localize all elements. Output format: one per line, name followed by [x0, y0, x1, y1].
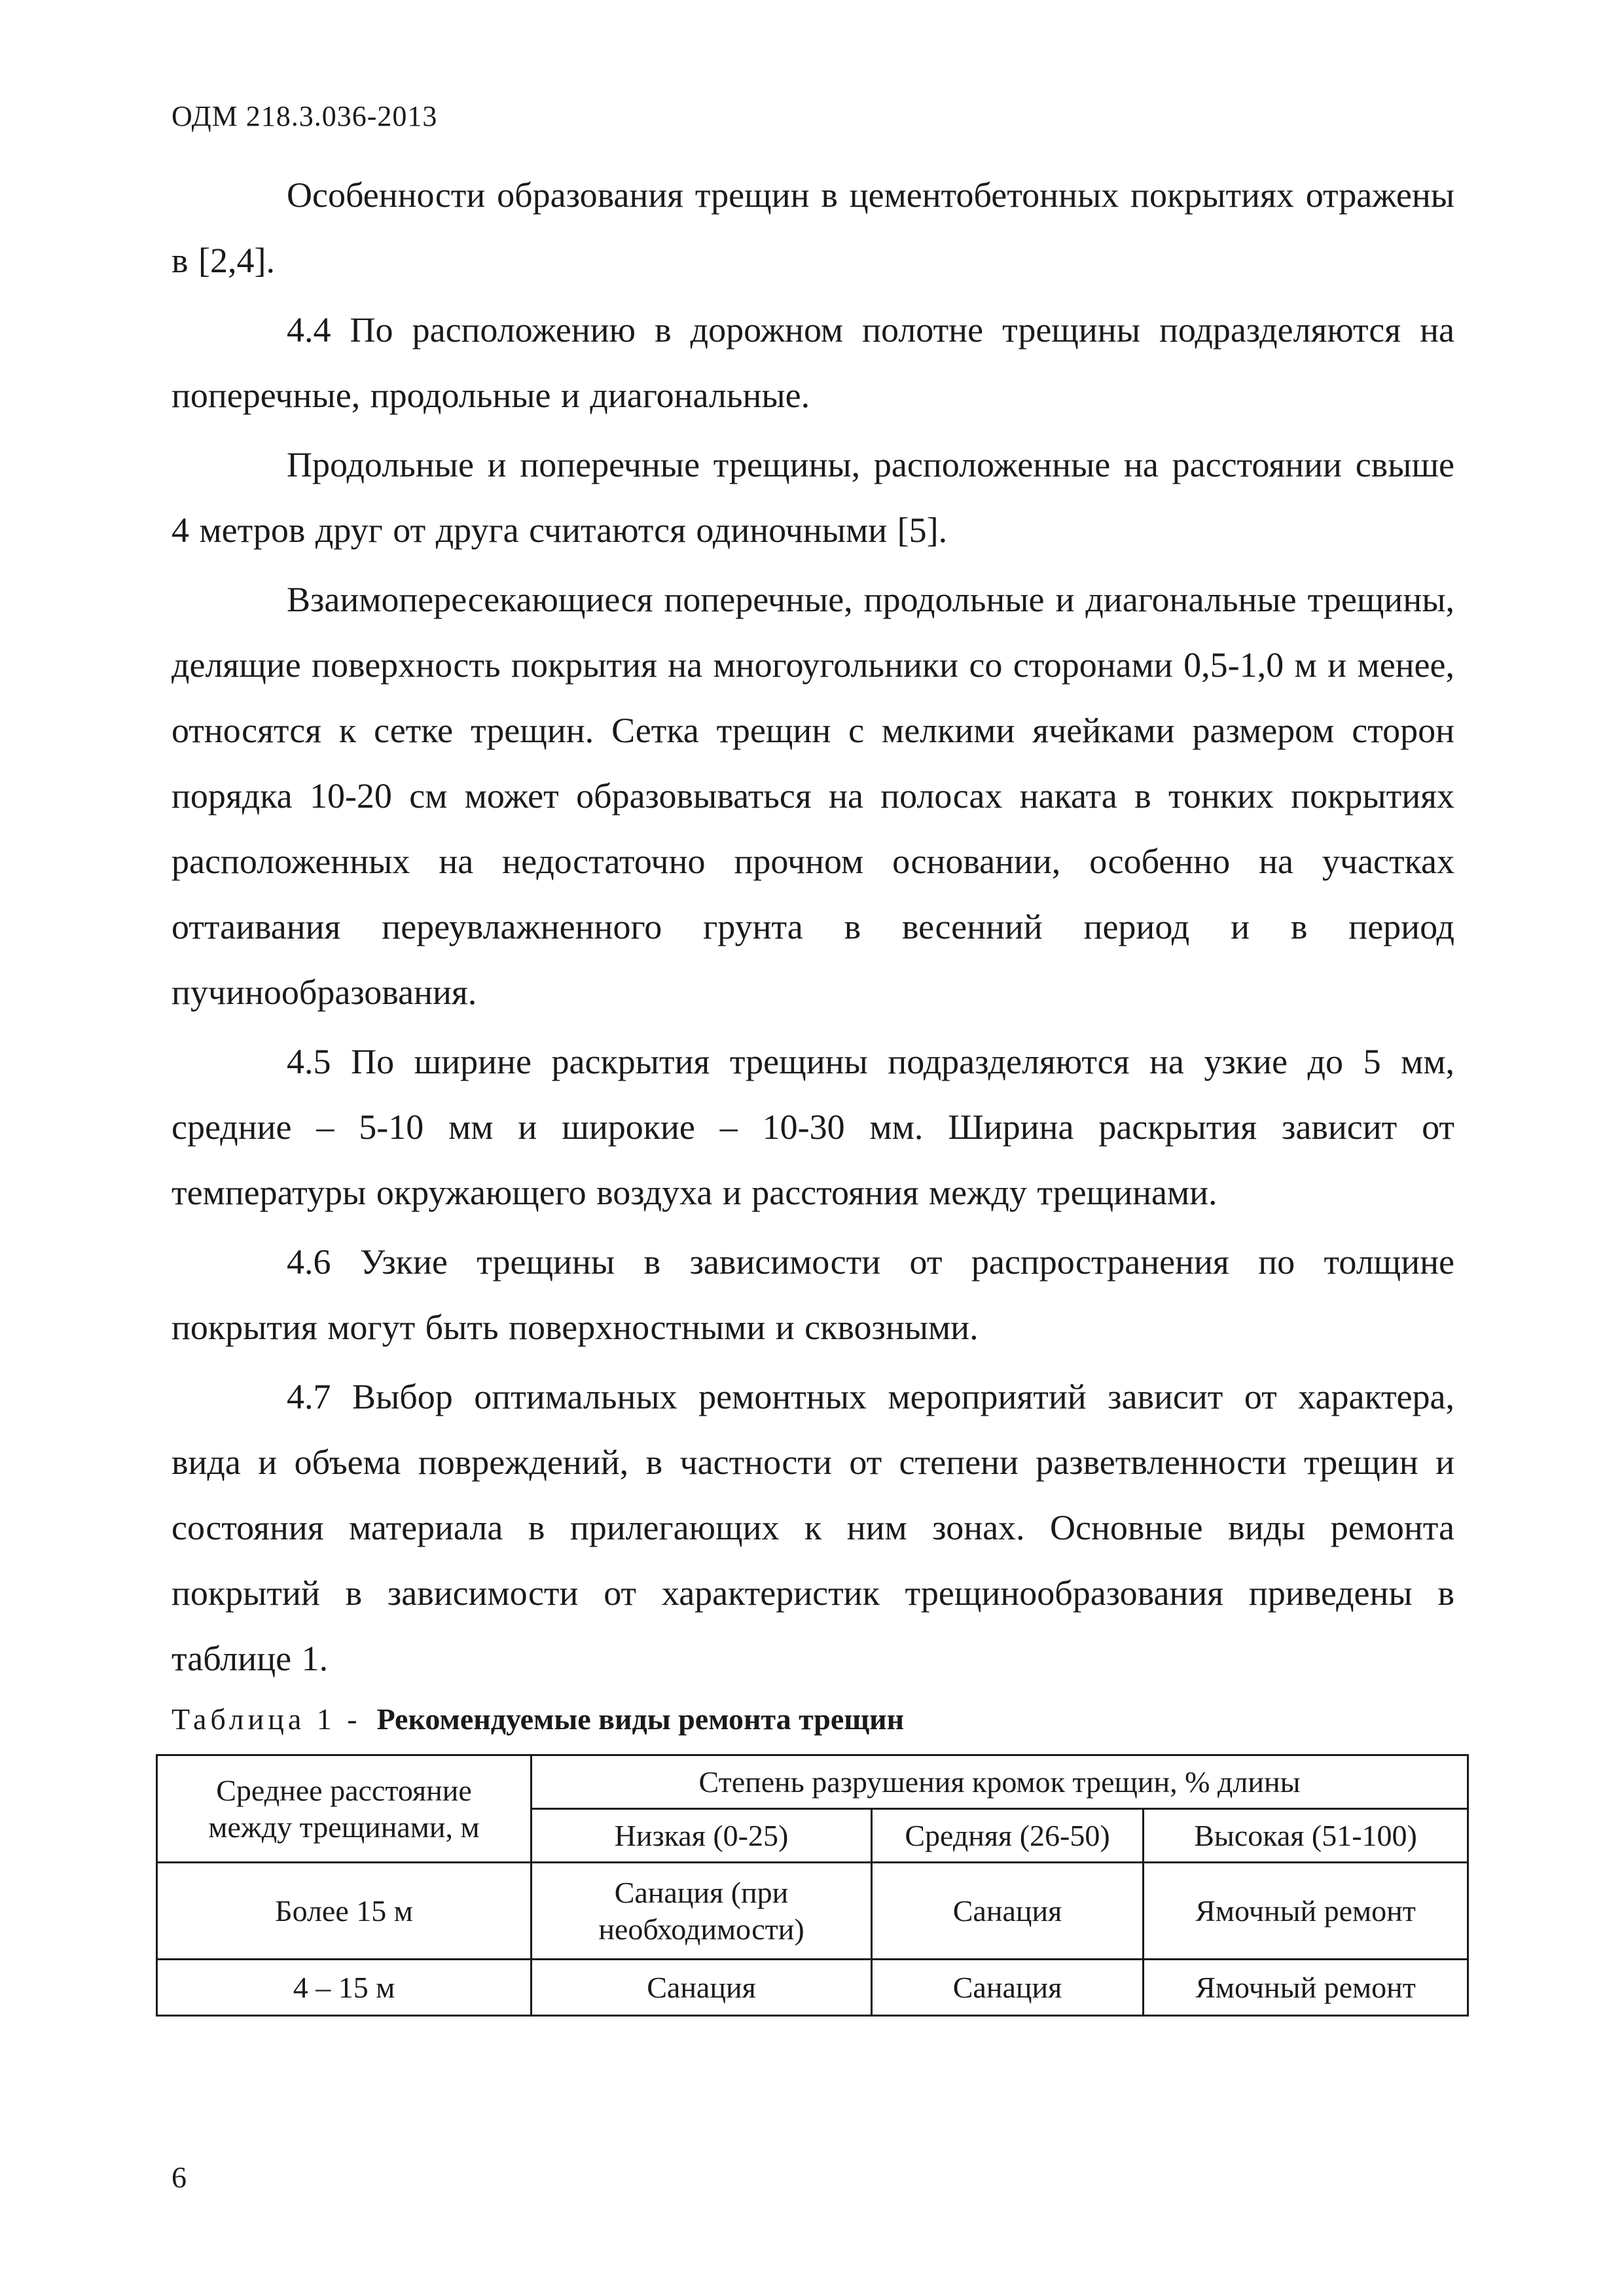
table-caption-title: Рекомендуемые виды ремонта трещин — [376, 1702, 905, 1736]
table-row — [157, 1863, 1468, 1960]
table-caption — [171, 1702, 904, 1736]
cell-high: Ямочный ремонт — [1144, 1863, 1468, 1960]
document-code-header: ОДМ 218.3.036-2013 — [171, 100, 438, 132]
table-row — [157, 1960, 1468, 2016]
cell-distance: Более 15 м — [157, 1863, 532, 1960]
subheader-high: Высокая (51-100) — [1144, 1809, 1468, 1863]
page-number: 6 — [171, 2161, 187, 2194]
cell-distance: 4 – 15 м — [157, 1960, 532, 2016]
table-header-row — [157, 1755, 1468, 1809]
paragraph-cement-cracks: Особенности образования трещин в цементобетонных покрытиях отражены в [2,4]. — [171, 175, 1454, 280]
header-edge-destruction: Степень разрушения кромок трещин, % длины — [532, 1755, 1468, 1809]
paragraph-4-7: 4.7 Выбор оптимальных ремонтных мероприятий зависит от характера, вида и объема повреждений, в частности от степени разветвленности трещин и состояния материала в прилегающих к ним зонах. Основные виды ремонта покрытий в зависимости от характеристик трещинообразования приведены в таблице 1. — [171, 1377, 1454, 1678]
header-distance: Среднее расстояние между трещинами, м — [157, 1755, 532, 1863]
paragraph-4-6: 4.6 Узкие трещины в зависимости от распространения по толщине покрытия могут быть поверхностными и сквозными. — [171, 1242, 1454, 1347]
paragraph-4-5: 4.5 По ширине раскрытия трещины подразделяются на узкие до 5 мм, средние – 5-10 мм и широкие – 10-30 мм. Ширина раскрытия зависит от температуры окружающего воздуха и расстояния между трещинами. — [171, 1042, 1454, 1212]
paragraph-single-cracks: Продольные и поперечные трещины, расположенные на расстоянии свыше 4 метров друг от друга считаются одиночными [5]. — [171, 445, 1454, 550]
paragraph-4-4: 4.4 По расположению в дорожном полотне трещины подразделяются на поперечные, продольные и диагональные. — [171, 310, 1454, 415]
repair-types-table — [156, 1754, 1469, 2017]
cell-medium: Санация — [871, 1960, 1143, 2016]
cell-high: Ямочный ремонт — [1144, 1960, 1468, 2016]
paragraph-crack-network: Взаимопересекающиеся поперечные, продольные и диагональные трещины, делящие поверхность покрытия на многоугольники со сторонами 0,5-1,0 м и менее, относятся к сетке трещин. Сетка трещин с мелкими ячейками размером сторон порядка 10-20 см может образовываться на полосах наката в тонких покрытиях расположенных на недостаточно прочном основании, особенно на участках оттаивания переувлажненного грунта в весенний период и в период пучинообразования. — [171, 580, 1454, 1012]
table-caption-label: Таблица 1 - — [171, 1702, 361, 1736]
cell-medium: Санация — [871, 1863, 1143, 1960]
subheader-low: Низкая (0-25) — [532, 1809, 872, 1863]
cell-low: Санация (при необходимости) — [532, 1863, 872, 1960]
cell-low: Санация — [532, 1960, 872, 2016]
document-body — [171, 162, 1454, 1691]
subheader-medium: Средняя (26-50) — [871, 1809, 1143, 1863]
